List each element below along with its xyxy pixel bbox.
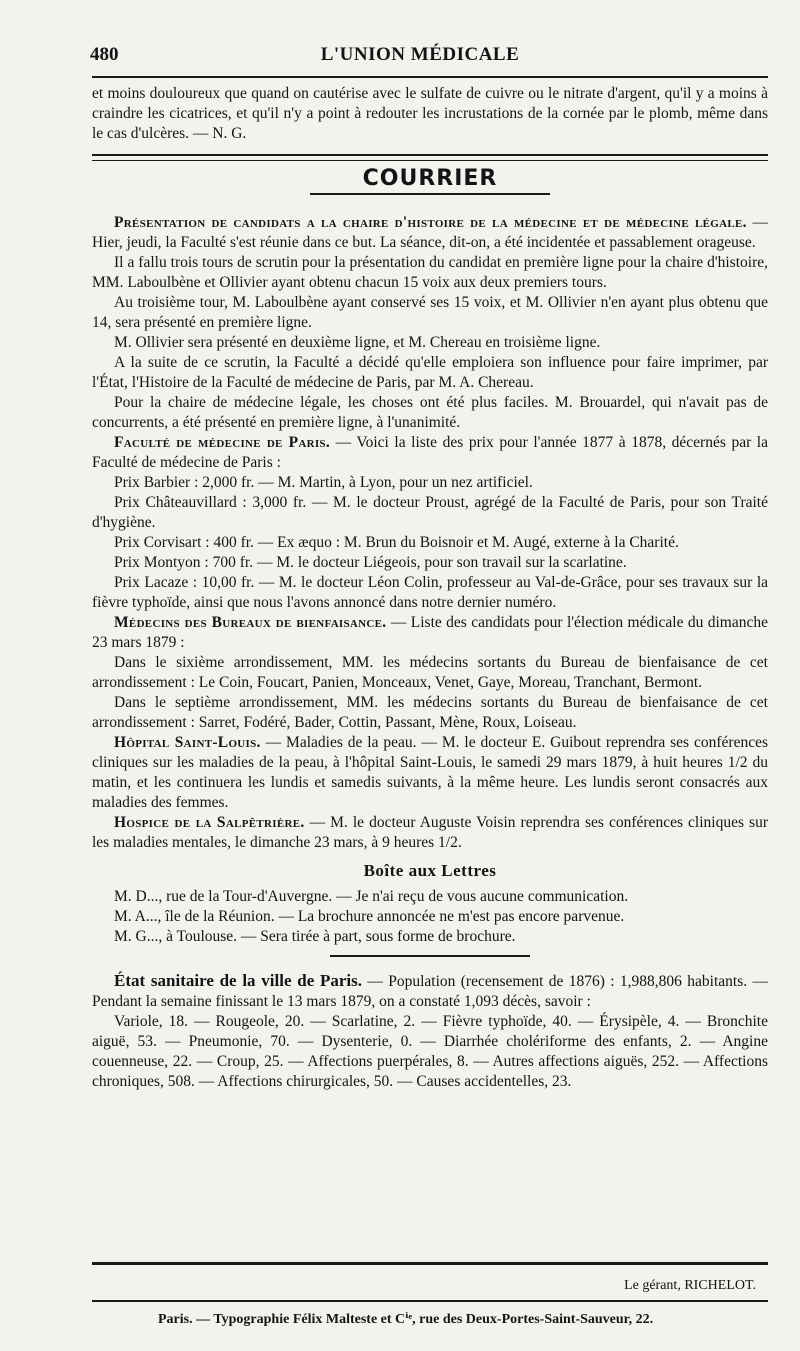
courrier-paragraph: [92, 613, 768, 653]
courrier-paragraphs: [92, 213, 768, 853]
paragraph-text: Prix Montyon : 700 fr. — M. le docteur Liégeois, pour son travail sur la scarlatine.: [114, 554, 627, 571]
courrier-paragraph: [92, 253, 768, 293]
paragraph-text: Pour la chaire de médecine légale, les choses ont été plus faciles. M. Brouardel, qui n'avait pas de concurrents, a été présenté en première ligne, à l'unanimité.: [92, 394, 768, 431]
courrier-paragraph: [92, 813, 768, 853]
page-header: [90, 42, 750, 70]
footer-rule: [92, 1262, 768, 1265]
courrier-paragraph: [92, 653, 768, 693]
courrier-paragraph: [92, 573, 768, 613]
etat-text: — Population (recensement de 1876) : 1,988,806 habitants. — Pendant la semaine finissant le 13 mars 1879, on a constaté 1,093 décès, savoir :: [92, 973, 768, 1010]
paragraph-text: Il a fallu trois tours de scrutin pour la présentation du candidat en première ligne pour la chaire d'histoire, MM. Laboulbène et Ollivier ayant obtenu chacun 15 voix aux deux premiers tours.: [92, 254, 768, 291]
paragraph-lead: Hospice de la Salpêtrière.: [114, 814, 305, 831]
title-underline: [310, 193, 550, 195]
courrier-paragraph: [92, 433, 768, 473]
letters-list: [92, 887, 768, 947]
footer-rule-bottom: [92, 1300, 768, 1302]
paragraph-text: M. Ollivier sera présenté en deuxième ligne, et M. Chereau en troisième ligne.: [114, 334, 601, 351]
gerant-credit: Le gérant, RICHELOT.: [624, 1278, 756, 1293]
courrier-paragraph: [92, 353, 768, 393]
box-title: Boîte aux Lettres: [363, 861, 497, 880]
courrier-paragraph: [92, 493, 768, 533]
section-title: COURRIER: [362, 166, 498, 191]
running-head: L'UNION MÉDICALE: [320, 44, 520, 65]
paragraph-text: Prix Barbier : 2,000 fr. — M. Martin, à Lyon, pour un nez artificiel.: [114, 474, 533, 491]
paragraph-text: Prix Corvisart : 400 fr. — Ex æquo : M. Brun du Boisnoir et M. Augé, externe à la Charité.: [114, 534, 679, 551]
etat-paragraph: [92, 971, 768, 1012]
letter-item: M. D..., rue de la Tour-d'Auvergne. — Je n'ai reçu de vous aucune communication.: [114, 888, 629, 905]
courrier-paragraph: [92, 733, 768, 813]
courrier-paragraph: [92, 693, 768, 733]
courrier-paragraph: [92, 333, 768, 353]
paragraph-text: Dans le sixième arrondissement, MM. les médecins sortants du Bureau de bienfaisance de cet arrondissement : Le Coin, Foucart, Panien, Monceaux, Venet, Gaye, Moreau, Tranchant, Bermont.: [92, 654, 768, 691]
paragraph-text: Prix Lacaze : 10,00 fr. — M. le docteur Léon Colin, professeur au Val-de-Grâce, pour ses travaux sur la fièvre typhoïde, ainsi que nous l'avons annoncé dans notre dernier numéro.: [92, 574, 768, 611]
paragraph-text: Dans le septième arrondissement, MM. les médecins sortants du Bureau de bienfaisance de cet arrondissement : Sarret, Fodéré, Bader, Cottin, Passant, Mène, Roux, Loiseau.: [92, 694, 768, 731]
letter-item: M. A..., île de la Réunion. — La brochure annoncée ne m'est pas encore parvenue.: [114, 908, 625, 925]
paragraph-text: — M. le docteur Auguste Voisin reprendra ses conférences cliniques sur les maladies mentales, le dimanche 23 mars, à 9 heures 1/2.: [92, 814, 768, 851]
page-number: 480: [90, 44, 119, 65]
courrier-paragraph: [92, 213, 768, 253]
courrier-paragraph: [92, 473, 768, 493]
courrier-paragraph: [92, 533, 768, 553]
letter-item: M. G..., à Toulouse. — Sera tirée à part, sous forme de brochure.: [114, 928, 516, 945]
paragraph-text: — Voici la liste des prix pour l'année 1877 à 1878, décernés par la Faculté de médecine de Paris :: [92, 434, 768, 471]
printer-line: Paris. — Typographie Félix Malteste et Cⁱᵉ, rue des Deux-Portes-Saint-Sauveur, 22.: [158, 1312, 654, 1327]
etat-detail: Variole, 18. — Rougeole, 20. — Scarlatine, 2. — Fièvre typhoïde, 40. — Érysipèle, 4. — Bronchite aiguë, 53. — Pneumonie, 70. — Dysenterie, 0. — Diarrhée cholériforme des enfants, 2. — Angine couenneuse, 22. — Croup, 25. — Affections puerpérales, 8. — Autres affections aiguës, 252. — Affections chroniques, 508. — Affections chirurgicales, 50. — Causes accidentelles, 23.: [92, 1013, 768, 1090]
paragraph-lead: Faculté de médecine de Paris.: [114, 434, 331, 451]
paragraph-text: A la suite de ce scrutin, la Faculté a décidé qu'elle emploiera son influence pour faire imprimer, par l'État, l'Histoire de la Faculté de médecine de Paris, par M. A. Chereau.: [92, 354, 768, 391]
paragraph-text: — Hier, jeudi, la Faculté s'est réunie dans ce but. La séance, dit-on, a été incidentée et passablement orageuse.: [92, 214, 769, 251]
courrier-paragraph: [92, 553, 768, 573]
paragraph-text: — Maladies de la peau. — M. le docteur E. Guibout reprendra ses conférences cliniques sur les maladies de la peau, à l'hôpital Saint-Louis, le samedi 29 mars 1879, à huit heures 1/2 du matin, et les continuera les lundis et samedis suivants, à la même heure. Les lundis seront consacrés aux maladies des femmes.: [92, 734, 768, 811]
paragraph-text: Au troisième tour, M. Laboulbène ayant conservé ses 15 voix, et M. Ollivier n'en ayant plus obtenu que 14, sera présenté en première ligne.: [92, 294, 768, 331]
paragraph-lead: Hôpital Saint-Louis.: [114, 734, 261, 751]
paragraph-text: Prix Châteauvillard : 3,000 fr. — M. le docteur Proust, agrégé de la Faculté de Paris, pour son Traité d'hygiène.: [92, 494, 768, 531]
header-rule: [92, 76, 768, 78]
letters-rule: [330, 955, 530, 957]
paragraph-lead: Présentation de candidats a la chaire d'histoire de la médecine et de médecine légale.: [114, 214, 747, 231]
paragraph-text: — Liste des candidats pour l'élection médicale du dimanche 23 mars 1879 :: [92, 614, 768, 651]
paragraph-lead: Médecins des Bureaux de bienfaisance.: [114, 614, 387, 631]
intro-paragraph: et moins douloureux que quand on cautérise avec le sulfate de cuivre ou le nitrate d'argent, qu'il y a moins à craindre les cicatrices, et qu'il n'y a point à redouter les incrustations de la cornée par le plomb, même dans le cas d'ulcères. — N. G.: [92, 85, 768, 142]
courrier-paragraph: [92, 293, 768, 333]
etat-title: État sanitaire de la ville de Paris.: [114, 971, 363, 990]
article-body: [92, 84, 768, 1092]
courrier-paragraph: [92, 393, 768, 433]
